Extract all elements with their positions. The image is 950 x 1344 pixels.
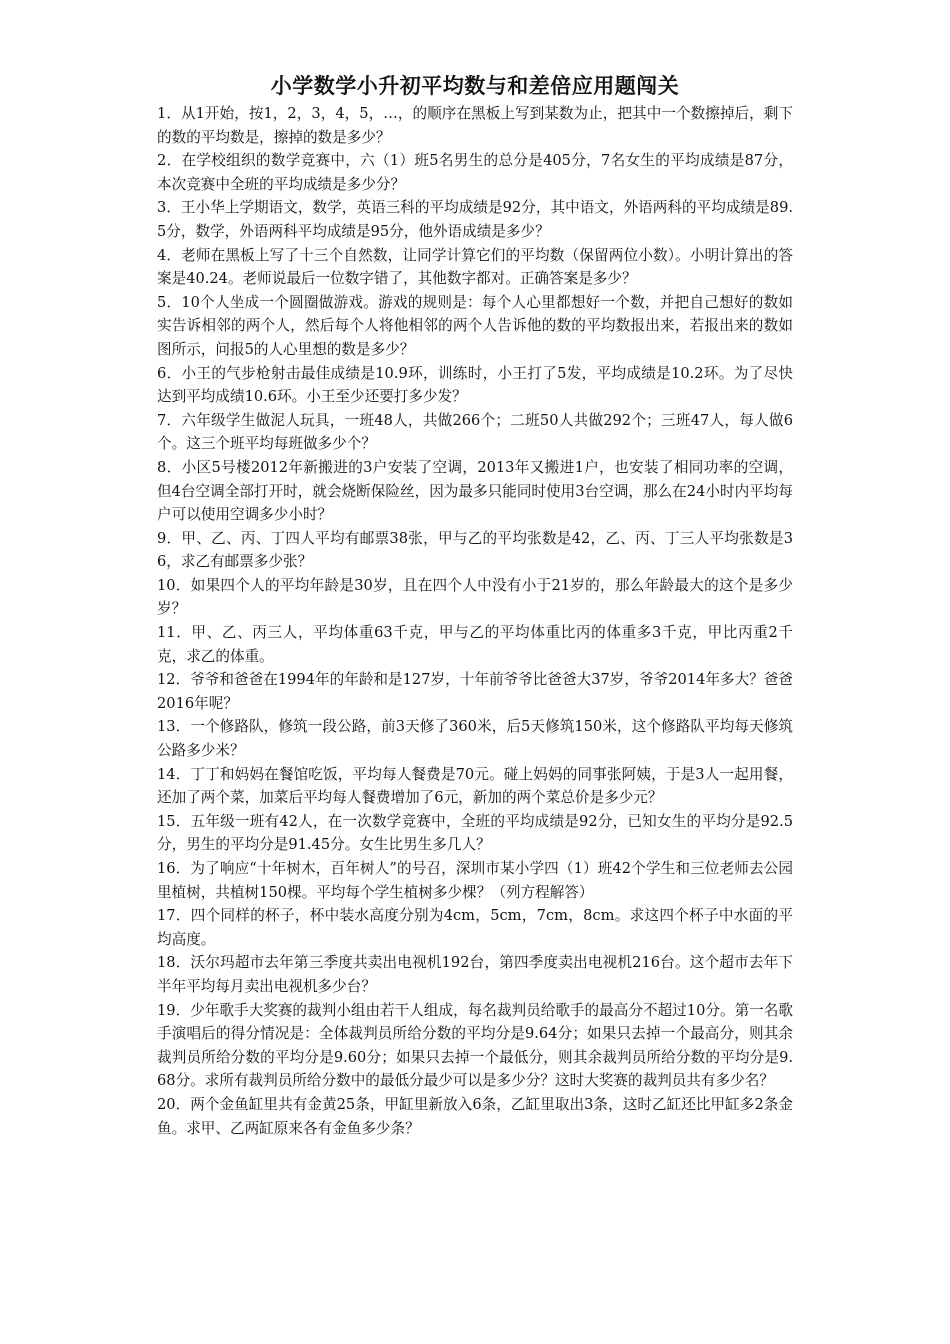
problem-item: 10．如果四个人的平均年龄是30岁，且在四个人中没有小于21岁的，那么年龄最大的这个是多少岁？ — [157, 576, 793, 618]
problem-item: 12．爷爷和爸爸在1994年的年龄和是127岁，十年前爷爷比爸爸大37岁，爷爷2014年多大？爸爸2016年呢？ — [157, 671, 793, 712]
problem-item: 7．六年级学生做泥人玩具，一班48人，共做266个；二班50人共做292个；三班47人，每人做6个。这三个班平均每班做多少个？ — [157, 411, 793, 453]
problem-item: 2．在学校组织的数学竞赛中，六（1）班5名男生的总分是405分，7名女生的平均成绩是87分，本次竞赛中全班的平均成绩是多少分？ — [157, 152, 793, 193]
problem-item: 9．甲、乙、丙、丁四人平均有邮票38张，甲与乙的平均张数是42，乙、丙、丁三人平均张数是36，求乙有邮票多少张？ — [157, 529, 793, 571]
problem-list — [157, 102, 793, 1140]
problem-item: 3．王小华上学期语文，数学，英语三科的平均成绩是92分，其中语文，外语两科的平均成绩是89.5分，数学，外语两科平均成绩是95分，他外语成绩是多少？ — [157, 199, 793, 240]
page-title: 小学数学小升初平均数与和差倍应用题闯关 — [270, 74, 680, 98]
problem-item: 8．小区5号楼2012年新搬进的3户安装了空调，2013年又搬进1户，也安装了相同功率的空调，但4台空调全部打开时，就会烧断保险丝，因为最多只能同时使用3台空调，那么在24小时内平均每户可以使用空调多少小时？ — [157, 458, 793, 524]
problem-item: 18．沃尔玛超市去年第三季度共卖出电视机192台，第四季度卖出电视机216台。这个超市去年下半年平均每月卖出电视机多少台？ — [157, 954, 793, 995]
problem-item: 15．五年级一班有42人，在一次数学竞赛中，全班的平均成绩是92分，已知女生的平均分是92.5分，男生的平均分是91.45分。女生比男生多几人？ — [157, 812, 793, 854]
problem-item: 5．10个人坐成一个圆圈做游戏。游戏的规则是：每个人心里都想好一个数，并把自己想好的数如实告诉相邻的两个人，然后每个人将他相邻的两个人告诉他的数的平均数报出来，若报出来的数如图所示，问报5的人心里想的数是多少？ — [157, 293, 793, 358]
problem-item: 1．从1开始，按1，2，3，4，5，…，的顺序在黑板上写到某数为止，把其中一个数擦掉后，剩下的数的平均数是，擦掉的数是多少？ — [157, 105, 793, 146]
problem-item: 13．一个修路队，修筑一段公路，前3天修了360米，后5天修筑150米，这个修路队平均每天修筑公路多少米？ — [157, 718, 793, 760]
problem-item: 20．两个金鱼缸里共有金黄25条，甲缸里新放入6条，乙缸里取出3条，这时乙缸还比甲缸多2条金鱼。求甲、乙两缸原来各有金鱼多少条？ — [157, 1095, 793, 1137]
problem-item: 16．为了响应“十年树木，百年树人”的号召，深圳市某小学四（1）班42个学生和三位老师去公园里植树，共植树150棵。平均每个学生植树多少棵？（列方程解答） — [157, 860, 793, 901]
problem-item: 6．小王的气步枪射击最佳成绩是10.9环，训练时，小王打了5发，平均成绩是10.2环。为了尽快达到平均成绩10.6环。小王至少还要打多少发？ — [157, 364, 793, 406]
problem-item: 19．少年歌手大奖赛的裁判小组由若干人组成，每名裁判员给歌手的最高分不超过10分。第一名歌手演唱后的得分情况是：全体裁判员所给分数的平均分是9.64分；如果只去掉一个最高分，则其余裁判员所给分数的平均分是9.60分；如果只去掉一个最低分，则其余裁判员所给分数的平均分是9.68分。求所有裁判员所给分数中的最低分最少可以是多少分？这时大奖赛的裁判员共有多少名？ — [157, 1001, 793, 1090]
problem-item: 11．甲、乙、丙三人，平均体重63千克，甲与乙的平均体重比丙的体重多3千克，甲比丙重2千克，求乙的体重。 — [157, 624, 793, 665]
problem-item: 4．老师在黑板上写了十三个自然数，让同学计算它们的平均数（保留两位小数）。小明计算出的答案是40.24。老师说最后一位数字错了，其他数字都对。正确答案是多少？ — [157, 246, 793, 288]
problem-item: 17．四个同样的杯子，杯中装水高度分别为4cm，5cm，7cm，8cm。求这四个杯子中水面的平均高度。 — [157, 907, 793, 948]
problem-item: 14．丁丁和妈妈在餐馆吃饭，平均每人餐费是70元。碰上妈妈的同事张阿姨，于是3人一起用餐，还加了两个菜，加菜后平均每人餐费增加了6元，新加的两个菜总价是多少元？ — [157, 765, 793, 807]
document-page — [157, 70, 793, 1140]
